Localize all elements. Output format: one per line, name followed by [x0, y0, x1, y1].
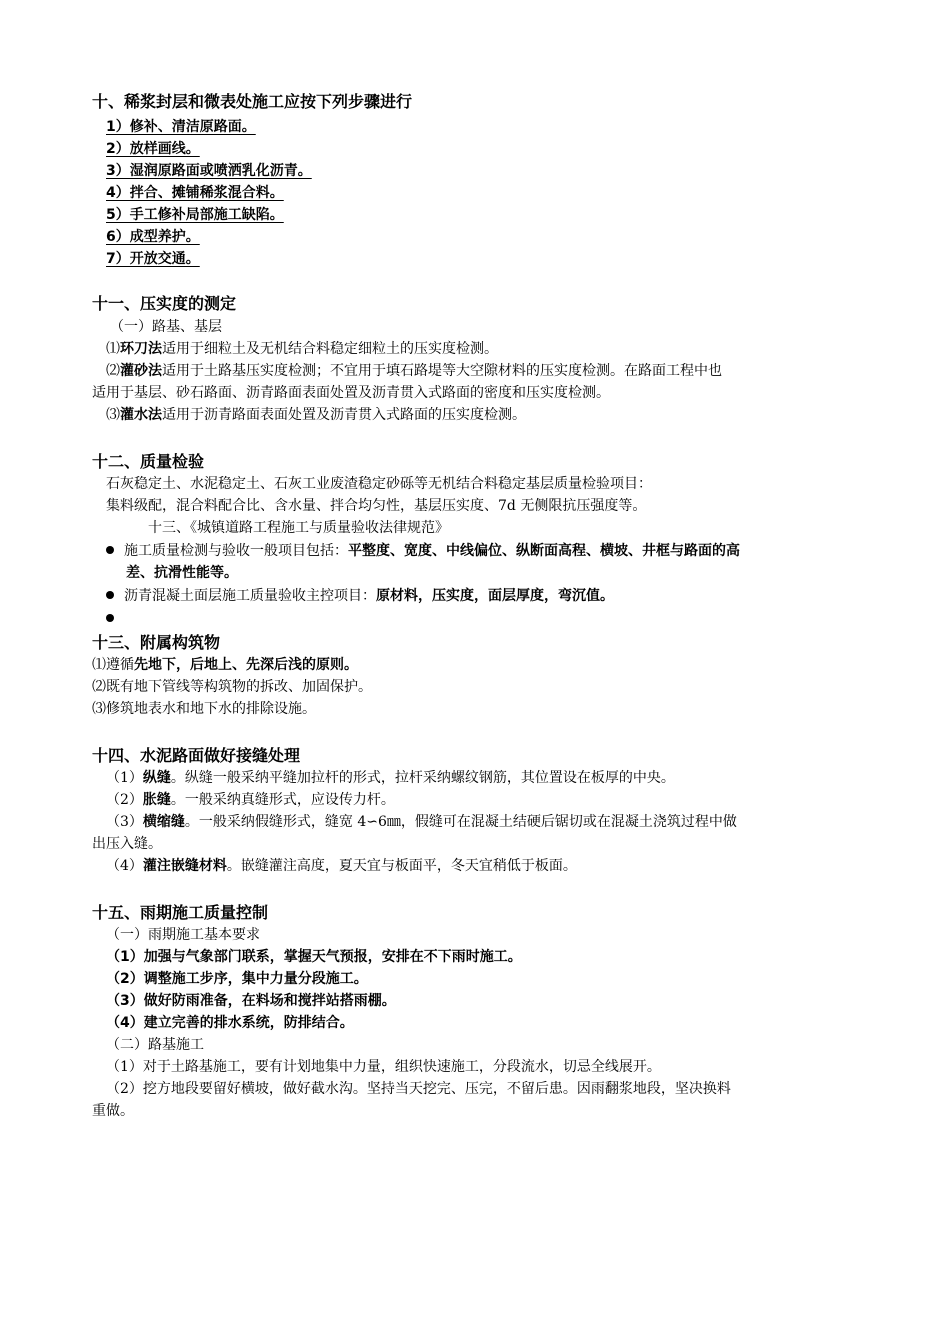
s10-step-3: 3）湿润原路面或喷洒乳化沥青。: [106, 163, 312, 179]
bullet-icon: [106, 614, 114, 622]
s15-requirement-1: （1）加强与气象部门联系，掌握天气预报，安排在不下雨时施工。: [106, 949, 522, 965]
s10-step-4: 4）拌合、摊铺稀浆混合料。: [106, 185, 284, 201]
s11-paragraph-1: ⑴环刀法适用于细粒土及无机结合料稳定细粒土的压实度检测。: [106, 341, 498, 357]
s14-item-4: （4）灌注嵌缝材料。嵌缝灌注高度，夏天宜与板面平，冬天宜稍低于板面。: [106, 858, 577, 874]
s13-line-2: ⑵既有地下管线等构筑物的拆改、加固保护。: [92, 679, 372, 695]
s12-bullet-1: 施工质量检测与验收一般项目包括：平整度、宽度、中线偏位、纵断面高程、横坡、井框与路面的高: [106, 542, 740, 561]
s12-bullet-2: 沥青混凝土面层施工质量验收主控项目：原材料，压实度，面层厚度，弯沉值。: [106, 587, 614, 606]
s15-subheading-1: （一）雨期施工基本要求: [106, 927, 260, 943]
s14-item-3-cont: 出压入缝。: [92, 836, 162, 852]
s12-line-2: 集料级配，混合料配合比、含水量、拌合均匀性，基层压实度、7d 无侧限抗压强度等。: [106, 498, 647, 514]
s10-step-1: 1）修补、清洁原路面。: [106, 119, 256, 135]
s11-paragraph-3: ⑶灌水法适用于沥青路面表面处置及沥青贯入式路面的压实度检测。: [106, 407, 526, 423]
section-15-title: 十五、雨期施工质量控制: [92, 903, 269, 922]
s15-subheading-2: （二）路基施工: [106, 1037, 204, 1053]
s10-step-2: 2）放样画线。: [106, 141, 200, 157]
s15-paragraph-2-cont: 重做。: [92, 1103, 134, 1119]
s10-step-6: 6）成型养护。: [106, 229, 200, 245]
s14-item-1: （1）纵缝。纵缝一般采纳平缝加拉杆的形式，拉杆采纳螺纹钢筋，其位置设在板厚的中央。: [106, 770, 675, 786]
s12-bullet-1-cont: 差、抗滑性能等。: [126, 565, 238, 581]
s10-step-7: 7）开放交通。: [106, 251, 200, 267]
s11-subheading: （一）路基、基层: [110, 319, 222, 335]
s15-requirement-3: （3）做好防雨准备，在料场和搅拌站搭雨棚。: [106, 993, 396, 1009]
s12-regulation-heading: 十三、《城镇道路工程施工与质量验收法律规范》: [148, 520, 449, 536]
s15-requirement-4: （4）建立完善的排水系统，防排结合。: [106, 1015, 354, 1031]
section-12-title: 十二、质量检验: [92, 452, 205, 471]
s11-paragraph-2: ⑵灌砂法适用于土路基压实度检测；不宜用于填石路堤等大空隙材料的压实度检测。在路面工程中也: [106, 363, 722, 379]
section-14-title: 十四、水泥路面做好接缝处理: [92, 746, 301, 765]
section-13-title: 十三、附属构筑物: [92, 633, 221, 652]
s14-item-3: （3）横缩缝。一般采纳假缝形式，缝宽 4∽6㎜，假缝可在混凝土结硬后锯切或在混凝土浇筑过程中做: [106, 814, 737, 830]
s14-item-2: （2）胀缝。一般采纳真缝形式，应设传力杆。: [106, 792, 395, 808]
s15-paragraph-1: （1）对于土路基施工，要有计划地集中力量，组织快速施工，分段流水，切忌全线展开。: [106, 1059, 661, 1075]
bullet-icon: [106, 591, 114, 599]
s12-line-1: 石灰稳定土、水泥稳定土、石灰工业废渣稳定砂砾等无机结合料稳定基层质量检验项目：: [106, 476, 652, 492]
s13-line-1: ⑴遵循先地下，后地上、先深后浅的原则。: [92, 657, 358, 673]
section-10-title: 十、稀浆封层和微表处施工应按下列步骤进行: [92, 92, 413, 111]
bullet-icon: [106, 546, 114, 554]
s15-paragraph-2: （2）挖方地段要留好横坡，做好截水沟。坚持当天挖完、压完，不留后患。因雨翻浆地段，坚决换料: [106, 1081, 731, 1097]
s10-step-5: 5）手工修补局部施工缺陷。: [106, 207, 284, 223]
s15-requirement-2: （2）调整施工步序，集中力量分段施工。: [106, 971, 368, 987]
s12-bullet-empty: [106, 610, 124, 629]
s13-line-3: ⑶修筑地表水和地下水的排除设施。: [92, 701, 316, 717]
s11-paragraph-2-cont: 适用于基层、砂石路面、沥青路面表面处置及沥青贯入式路面的密度和压实度检测。: [92, 385, 610, 401]
section-11-title: 十一、压实度的测定: [92, 294, 237, 313]
